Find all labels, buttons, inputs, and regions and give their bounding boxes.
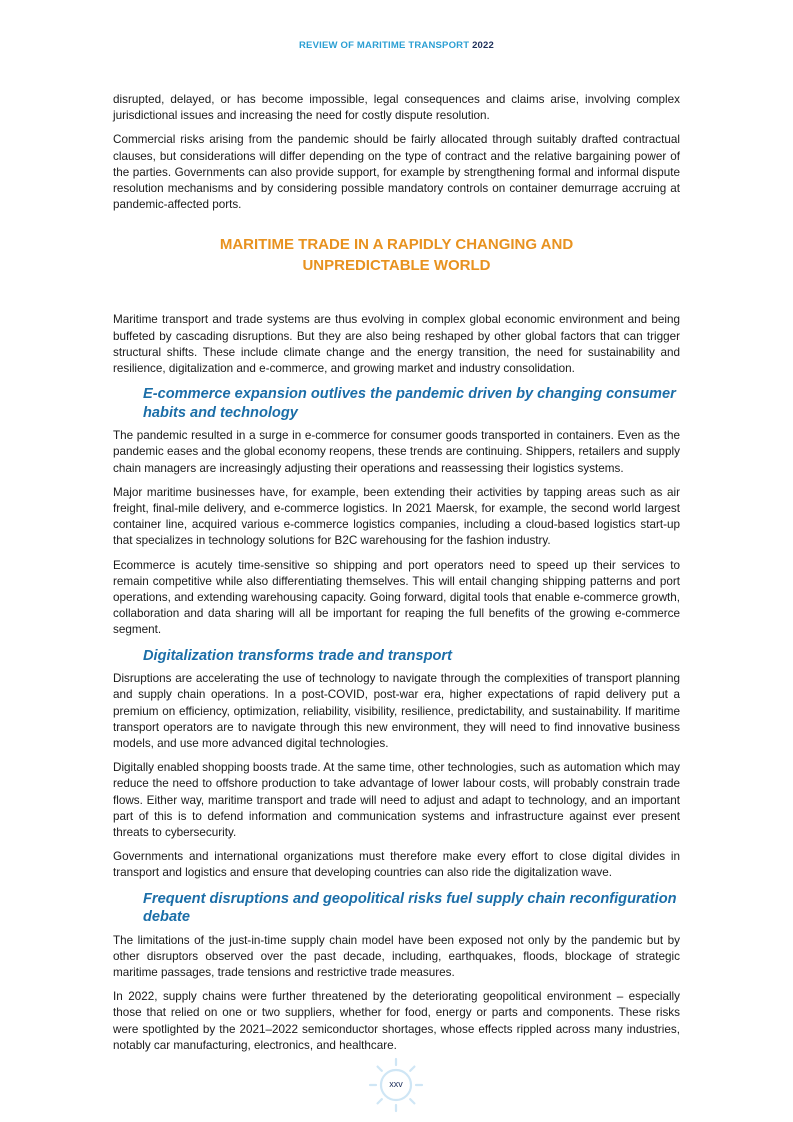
- subsection-heading-digitalization: Digitalization transforms trade and transport: [143, 647, 452, 664]
- body-paragraph: Ecommerce is acutely time-sensitive so shipping and port operators need to speed up their services to remain competitive while also differentiating themselves. This will entail changing shipping patterns and port operations, and extending warehousing capacity. Going forward, digital tools that enable e-commerce growth, collaboration and data sharing will all be important for reaping the full benefits of the growing e-commerce segment.: [113, 558, 680, 637]
- body-paragraph: In 2022, supply chains were further threatened by the deteriorating geopolitical environment – especially those that relied on one or two suppliers, whether for food, energy or parts and components. These risks were spotlighted by the 2021–2022 semiconductor shortages, whose effects rippled across many industries, notably car manufacturing, electronics, and healthcare.: [113, 990, 680, 1052]
- running-header: [0, 40, 793, 51]
- body-paragraph: The limitations of the just-in-time supply chain model have been exposed not only by the pandemic but by other disruptors observed over the past decade, including, earthquakes, floods, blockage of strategic maritime passages, trade tensions and restrictive trade measures.: [113, 933, 680, 980]
- body-paragraph: Governments and international organizations must therefore make every effort to close digital divides in transport and logistics and ensure that developing countries can also ride the digitalization wave.: [113, 850, 680, 880]
- intro-paragraph: Commercial risks arising from the pandemic should be fairly allocated through suitably drafted contractual clauses, but considerations will differ depending on the type of contract and the relative bargaining power of the parties. Governments can also provide support, for example by strengthening formal and informal dispute resolution mechanisms and by considering possible mandatory controls on container demurrage accruing at pandemic-affected ports.: [113, 133, 680, 212]
- section-lead-paragraph: Maritime transport and trade systems are thus evolving in complex global economic environment and being buffeted by cascading disruptions. But they are also being reshaped by other global factors that can trigger structural shifts. These include climate change and the energy transition, the need for sustainability and resilience, digitalization and e-commerce, and growing market and industry consolidation.: [113, 313, 680, 376]
- publication-title: REVIEW OF MARITIME TRANSPORT: [298, 40, 470, 51]
- publication-year: 2022: [472, 40, 495, 51]
- body-paragraph: Digitally enabled shopping boosts trade. At the same time, other technologies, such as automation which may reduce the need to offshore production to take advantage of lower labour costs, will probably constrain trade flows. Either way, maritime transport and trade will need to adjust and adapt to technology, and an important part of this is to defend information and communication systems and infrastructure against ever present threats to cybersecurity.: [113, 761, 680, 839]
- section-heading-line: MARITIME TRADE IN A RAPIDLY CHANGING AND: [219, 236, 574, 254]
- body-paragraph: Disruptions are accelerating the use of technology to navigate through the complexities of transport planning and supply chain operations. In a post-COVID, post-war era, higher expectations of rapid delivery put a premium on efficiency, optimization, reliability, visibility, resilience, predictability, and sustainability. If maritime transport operators are to navigate through this new environment, they will need to find innovative business models, and use more advanced digital technologies.: [113, 672, 680, 750]
- body-paragraph: The pandemic resulted in a surge in e-commerce for consumer goods transported in containers. Even as the pandemic eases and the global economy reopens, these trends are continuing. Shippers, retailers and supply chain managers are increasingly adjusting their operations and reassessing their logistics systems.: [113, 429, 680, 475]
- subsection-heading-disruptions: Frequent disruptions and geopolitical risks fuel supply chain reconfiguration debate: [143, 890, 677, 926]
- section-heading: [113, 234, 680, 276]
- intro-paragraph: disrupted, delayed, or has become impossible, legal consequences and claims arise, involving complex jurisdictional issues and increasing the need for costly dispute resolution.: [113, 93, 680, 123]
- page-number: xxv: [389, 1079, 403, 1089]
- page-footer: [366, 1055, 426, 1115]
- page-content: [113, 92, 680, 1062]
- section-heading-line: UNPREDICTABLE WORLD: [302, 257, 491, 275]
- subsection-heading-ecommerce: E-commerce expansion outlives the pandemic driven by changing consumer habits and technology: [143, 386, 676, 421]
- body-paragraph: Major maritime businesses have, for example, been extending their activities by tapping areas such as air freight, final-mile delivery, and e-commerce logistics. In 2021 Maersk, for example, the second world largest container line, acquired various e-commerce logistics companies, including a cloud-based logistics start-up that specializes in technology solutions for B2C warehousing for the fashion industry.: [113, 485, 680, 548]
